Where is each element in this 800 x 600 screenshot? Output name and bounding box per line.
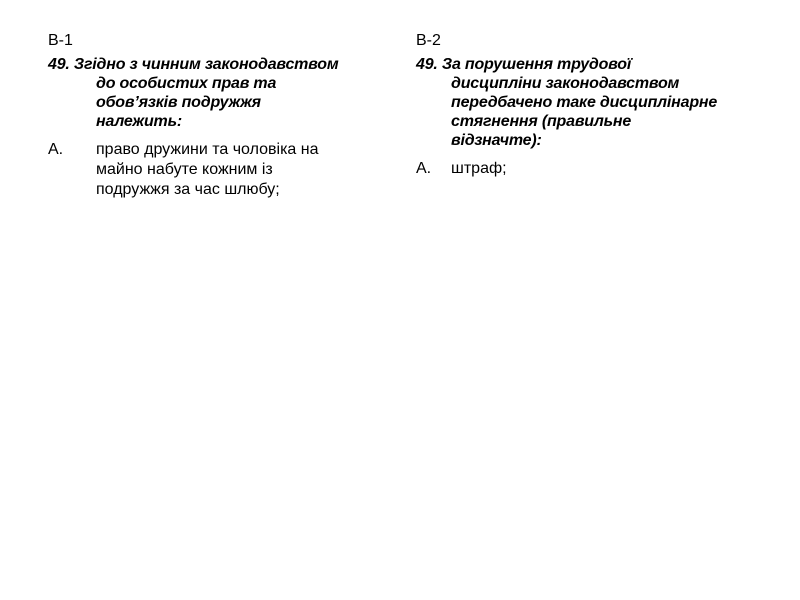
question-line: передбачено таке дисциплінарне [451,94,718,111]
question-line: 49. За порушення трудової [416,56,632,73]
question-line: 49. Згідно з чинним законодавством [48,56,339,73]
answer-line: право дружини та чоловіка на [96,141,319,158]
answer-line: подружжя за час шлюбу; [96,181,280,198]
answer-option-a [48,140,388,200]
question-text [416,55,766,150]
variant-label: В-1 [48,32,73,49]
answer-text [96,140,388,200]
question-text [48,55,388,131]
variant-1-column [48,30,388,200]
question-line: до особистих прав та [96,75,277,92]
answer-letter: А. [48,141,64,158]
question-line: стягнення (правильне [451,113,632,130]
variant-2-column [416,30,766,179]
answer-letter: А. [416,160,432,177]
question-line: дисципліни законодавством [451,75,680,92]
answer-option-a [416,159,766,179]
answer-text [451,159,766,179]
question-line: належить: [96,113,182,130]
answer-line: майно набуте кожним із [96,161,273,178]
answer-line: штраф; [451,160,507,177]
variant-label: В-2 [416,32,441,49]
question-line: відзначте): [451,132,542,149]
question-line: обов’язків подружжя [96,94,261,111]
